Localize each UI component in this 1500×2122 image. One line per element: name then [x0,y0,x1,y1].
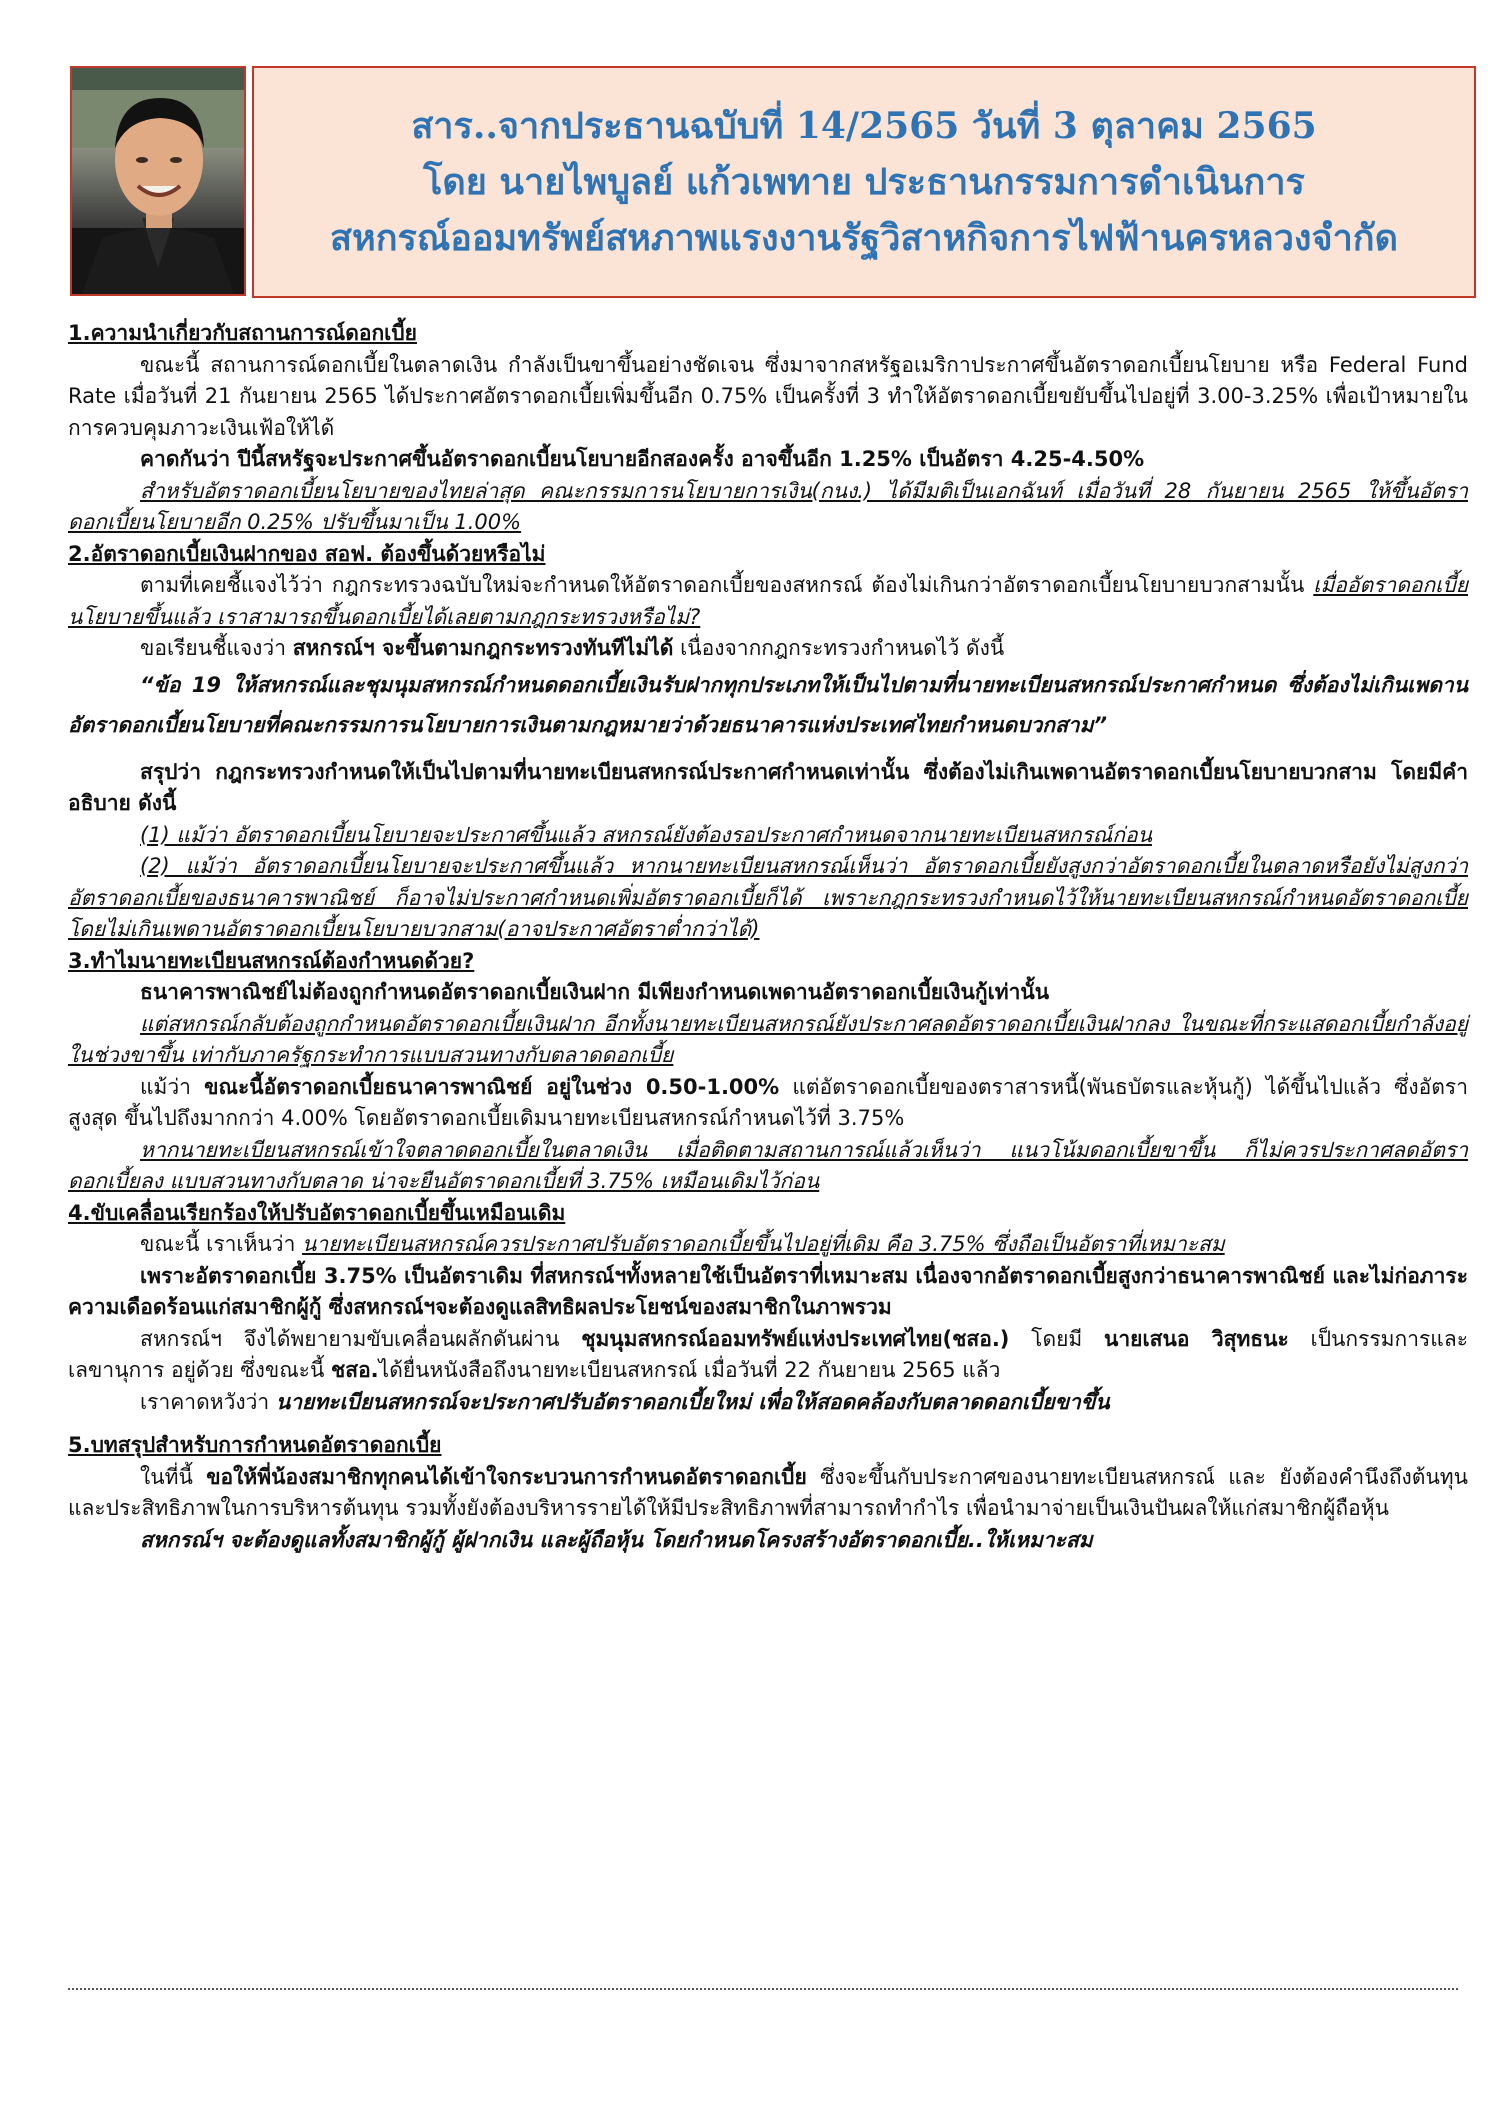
header-banner [252,66,1476,298]
section-4-heading: 4.ขับเคลื่อนเรียกร้องให้ปรับอัตราดอกเบี้ยขึ้นเหมือนเดิม [68,1200,566,1225]
section-5-heading: 5.บทสรุปสำหรับการกำหนดอัตราดอกเบี้ย [68,1433,442,1457]
text-run: ซึ่งจะขึ้นกับประกาศของนายทะเบียนสหกรณ์ และ ยังต้องคำนึงถึงต้นทุนและประสิทธิภาพในการบริหารต้นทุน รวมทั้งยังต้องบริหารรายได้ให้มีประสิทธิภาพที่สามารถทำกำไร เพื่อนำมาจ่ายเป็นเงินปันผลให้แก่สมาชิกผู้ถือหุ้น [68,1464,1468,1520]
text-run-bold: ชสอ. [331,1358,379,1382]
section-2-summary: สรุปว่า กฎกระทรวงกำหนดให้เป็นไปตามที่นายทะเบียนสหกรณ์ประกาศกำหนดเท่านั้น ซึ่งต้องไม่เกินเพดานอัตราดอกเบี้ยนโยบายบวกสาม โดยมีคำอธิบาย ดังนี้ [68,759,1468,815]
text-run: เป็นกรรมการและเลขานุการ อยู่ด้วย ซึ่งขณะนี้ [68,1326,1468,1382]
dotted-divider [68,1988,1458,1990]
section-2-paragraph-1 [68,570,1468,633]
text-run-bold: ชุมนุมสหกรณ์ออมทรัพย์แห่งประเทศไทย(ชสอ.) [581,1326,1010,1351]
section-3-paragraph-2: แต่สหกรณ์กลับต้องถูกกำหนดอัตราดอกเบี้ยเงินฝาก อีกทั้งนายทะเบียนสหกรณ์ยังประกาศลดอัตราดอกเบี้ยเงินฝากลง ในขณะที่กระแสดอกเบี้ยกำลังอยู่ในช่วงขาขึ้น เท่ากับภาครัฐกระทำการแบบสวนทางกับตลาดดอกเบี้ย [68,1011,1468,1067]
text-run: ตามที่เคยชี้แจงไว้ว่า กฎกระทรวงฉบับใหม่จะกำหนดให้อัตราดอกเบี้ยของสหกรณ์ ต้องไม่เกินกว่าอัตราดอกเบี้ยนโยบายบวกสามนั้น [140,573,1314,597]
text-run: ขณะนี้ เราเห็นว่า [140,1232,303,1256]
section-1-heading: 1.ความนำเกี่ยวกับสถานการณ์ดอกเบี้ย [68,321,417,345]
header-organization: สหกรณ์ออมทรัพย์สหภาพแรงงานรัฐวิสาหกิจการไฟฟ้านครหลวงจำกัด [330,217,1398,259]
document-body [68,318,1468,1556]
section-2-paragraph-2 [68,633,1468,665]
section-4-paragraph-3 [68,1324,1468,1387]
text-run-bold: ขอให้พี่น้องสมาชิกทุกคนได้เข้าใจกระบวนการกำหนดอัตราดอกเบี้ย [206,1464,807,1489]
text-run: ได้ยื่นหนังสือถึงนายทะเบียนสหกรณ์ เมื่อวันที่ 22 กันยายน 2565 แล้ว [378,1358,1001,1382]
text-run-emphasis: เมื่ออัตราดอกเบี้ยนโยบายขึ้นแล้ว เราสามารถขึ้นดอกเบี้ยได้เลยตามกฎกระทรวงหรือไม่? [68,573,1468,629]
section-5-paragraph-1 [68,1462,1468,1525]
section-3-paragraph-1: ธนาคารพาณิชย์ไม่ต้องถูกกำหนดอัตราดอกเบี้ยเงินฝาก มีเพียงกำหนดเพดานอัตราดอกเบี้ยเงินกู้เท่านั้น [140,980,1050,1004]
text-run-emphasis: นายทะเบียนสหกรณ์ควรประกาศปรับอัตราดอกเบี้ยขึ้นไปอยู่ที่เดิม คือ 3.75% ซึ่งถือเป็นอัตราที่เหมาะสม [302,1232,1225,1256]
section-5-paragraph-2: สหกรณ์ฯ จะต้องดูแลทั้งสมาชิกผู้กู้ ผู้ฝากเงิน และผู้ถือหุ้น โดยกำหนดโครงสร้างอัตราดอกเบี้ย..ให้เหมาะสม [140,1527,1093,1552]
section-3-heading: 3.ทำไมนายทะเบียนสหกรณ์ต้องกำหนดด้วย? [68,948,475,973]
section-3-paragraph-3 [68,1072,1468,1135]
text-run: ในที่นี้ [140,1464,207,1489]
regulation-quote: “ข้อ 19 ให้สหกรณ์และชุมนุมสหกรณ์กำหนดดอกเบี้ยเงินรับฝากทุกประเภทให้เป็นไปตามที่นายทะเบียนสหกรณ์ประกาศกำหนด ซึ่งต้องไม่เกินเพดานอัตราดอกเบี้ยนโยบายที่คณะกรรมการนโยบายการเงินตามกฎหมายว่าด้วยธนาคารแห่งประเทศไทยกำหนดบวกสาม” [68,672,1468,737]
text-run-bold: ขณะนี้อัตราดอกเบี้ยธนาคารพาณิชย์ อยู่ในช่วง 0.50-1.00% [204,1074,780,1099]
header-title: สาร..จากประธานฉบับที่ 14/2565 วันที่ 3 ตุลาคม 2565 [411,105,1317,147]
section-4-paragraph-1 [68,1229,1468,1261]
chairman-photo [70,66,246,296]
text-run-bold: สหกรณ์ฯ จะขึ้นตามกฎกระทรวงทันทีไม่ได้ [292,636,674,660]
text-run: โดยมี [1009,1326,1105,1351]
text-run-bold: นายเสนอ วิสุทธนะ [1104,1326,1289,1351]
portrait-illustration [72,68,244,294]
text-run: สหกรณ์ฯ จึงได้พยายามขับเคลื่อนผลักดันผ่าน [140,1326,582,1351]
header-author: โดย นายไพบูลย์ แก้วเพทาย ประธานกรรมการดำเนินการ [423,161,1305,203]
section-3-paragraph-4: หากนายทะเบียนสหกรณ์เข้าใจตลาดดอกเบี้ยในตลาดเงิน เมื่อติดตามสถานการณ์แล้วเห็นว่า แนวโน้มดอกเบี้ยขาขึ้น ก็ไม่ควรประกาศลดอัตราดอกเบี้ยลง แบบสวนทางกับตลาด น่าจะยืนอัตราดอกเบี้ยที่ 3.75% เหมือนเดิมไว้ก่อน [68,1137,1468,1193]
section-2-heading: 2.อัตราดอกเบี้ยเงินฝากของ สอฟ. ต้องขึ้นด้วยหรือไม่ [68,541,546,566]
section-1-paragraph-3: สำหรับอัตราดอกเบี้ยนโยบายของไทยล่าสุด คณะกรรมการนโยบายการเงิน(กนง.) ได้มีมติเป็นเอกฉันท์ เมื่อวันที่ 28 กันยายน 2565 ให้ขึ้นอัตราดอกเบี้ยนโยบายอีก 0.25% ปรับขึ้นมาเป็น 1.00% [68,478,1468,534]
text-run-bold-italic: นายทะเบียนสหกรณ์จะประกาศปรับอัตราดอกเบี้ยใหม่ เพื่อให้สอดคล้องกับตลาดดอกเบี้ยขาขึ้น [275,1389,1110,1414]
text-run: เนื่องจากกฎกระทรวงกำหนดไว้ ดังนี้ [673,636,1005,660]
text-run: แต่อัตราดอกเบี้ยของตราสารหนี้(พันธบัตรและหุ้นกู้) ได้ขึ้นไปแล้ว ซึ่งอัตราสูงสุด ขึ้นไปถึงมากกว่า 4.00% โดยอัตราดอกเบี้ยเดิมนายทะเบียนสหกรณ์กำหนดไว้ที่ 3.75% [68,1074,1468,1130]
section-2-point-2: (2) แม้ว่า อัตราดอกเบี้ยนโยบายจะประกาศขึ้นแล้ว หากนายทะเบียนสหกรณ์เห็นว่า อัตราดอกเบี้ยยังสูงกว่าอัตราดอกเบี้ยในตลาดหรือยังไม่สูงกว่าอัตราดอกเบี้ยของธนาคารพาณิชย์ ก็อาจไม่ประกาศกำหนดเพิ่มอัตราดอกเบี้ยก็ได้ เพราะกฎกระทรวงกำหนดไว้ให้นายทะเบียนสหกรณ์กำหนดอัตราดอกเบี้ยโดยไม่เกินเพดานอัตราดอกเบี้ยนโยบายบวกสาม(อาจประกาศอัตราต่ำกว่าได้) [68,854,1468,941]
text-run: เราคาดหวังว่า [140,1389,276,1414]
section-2-point-1: (1) แม้ว่า อัตราดอกเบี้ยนโยบายจะประกาศขึ้นแล้ว สหกรณ์ยังต้องรอประกาศกำหนดจากนายทะเบียนสหกรณ์ก่อน [140,822,1152,847]
text-run: แม้ว่า [140,1074,205,1099]
section-1-paragraph-1: ขณะนี้ สถานการณ์ดอกเบี้ยในตลาดเงิน กำลังเป็นขาขึ้นอย่างชัดเจน ซึ่งมาจากสหรัฐอเมริกาประกาศขึ้นอัตราดอกเบี้ยนโยบาย หรือ Federal Fund Rate เมื่อวันที่ 21 กันยายน 2565 ได้ประกาศอัตราดอกเบี้ยเพิ่มขึ้นอีก 0.75% เป็นครั้งที่ 3 ทำให้อัตราดอกเบี้ยขยับขึ้นไปอยู่ที่ 3.00-3.25% เพื่อเป้าหมายในการควบคุมภาวะเงินเฟ้อให้ได้ [68,352,1468,440]
section-4-paragraph-4 [68,1387,1468,1419]
section-4-paragraph-2: เพราะอัตราดอกเบี้ย 3.75% เป็นอัตราเดิม ที่สหกรณ์ฯทั้งหลายใช้เป็นอัตราที่เหมาะสม เนื่องจากอัตราดอกเบี้ยสูงกว่าธนาคารพาณิชย์ และไม่ก่อภาระความเดือดร้อนแก่สมาชิกผู้กู้ ซึ่งสหกรณ์ฯจะต้องดูแลสิทธิผลประโยชน์ของสมาชิกในภาพรวม [68,1263,1468,1319]
text-run: ขอเรียนชี้แจงว่า [140,636,293,660]
section-1-paragraph-2: คาดกันว่า ปีนี้สหรัฐจะประกาศขึ้นอัตราดอกเบี้ยนโยบายอีกสองครั้ง อาจขึ้นอีก 1.25% เป็นอัตรา 4.25-4.50% [140,447,1145,471]
